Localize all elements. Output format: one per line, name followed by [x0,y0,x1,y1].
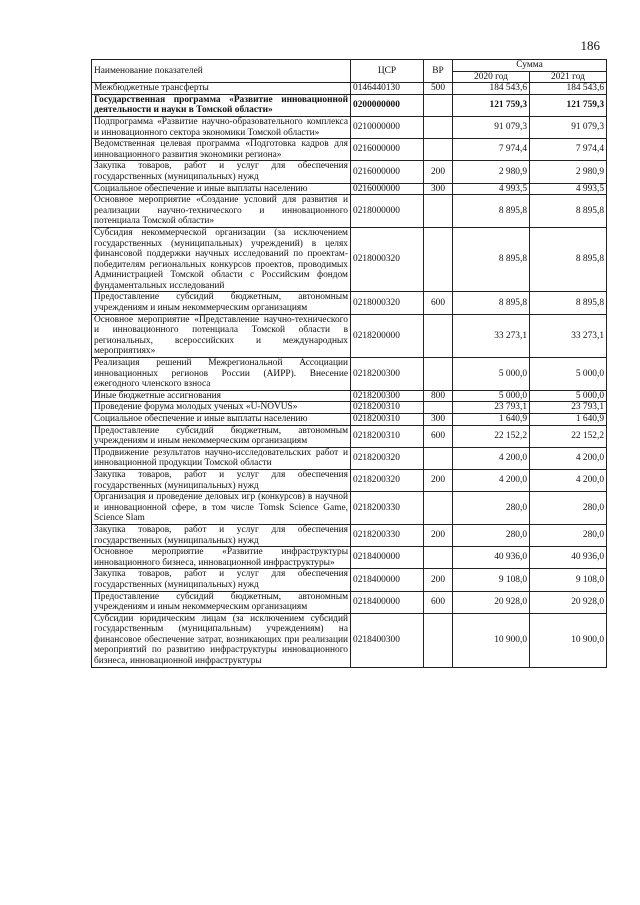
row-2021: 2 980,9 [530,161,607,183]
page-number: 186 [580,38,600,53]
row-vr: 300 [424,414,453,426]
row-csr: 0218200300 [351,390,424,402]
table-row [92,547,607,569]
row-name: Закупка товаров, работ и услуг для обеспечения государственных (муниципальных) нужд [92,469,351,491]
row-name: Основное мероприятие «Представление научно-технического и инновационного потенциала Томской области в региональных, всероссийских и международных мероприятиях» [92,314,351,357]
row-vr [424,195,453,228]
table-row [92,591,607,613]
table-row [92,195,607,228]
row-name: Субсидии юридическим лицам (за исключением субсидий государственным (муниципальным) учреждениям) на финансовое обеспечение затрат, возникающих при реализации мероприятий по развитию инфраструктуры инновационного бизнеса, инновационной инфраструктуры [92,613,351,667]
row-vr [424,402,453,414]
row-vr [424,547,453,569]
row-name: Реализация решений Межрегиональной Ассоциации инновационных регионов России (АИРР). Внесение ежегодного членского взноса [92,358,351,391]
header-year-2021: 2021 год [530,71,607,83]
row-2020: 8 895,8 [453,195,530,228]
row-csr: 0218200000 [351,314,424,357]
row-name: Предоставление субсидий бюджетным, автономным учреждениям и иным некоммерческим организациям [92,425,351,447]
row-2020: 280,0 [453,524,530,546]
row-csr: 0218400000 [351,569,424,591]
row-name: Государственная программа «Развитие инновационной деятельности и науки в Томской области» [92,94,351,116]
row-2020: 40 936,0 [453,547,530,569]
table-row [92,569,607,591]
row-2020: 7 974,4 [453,139,530,161]
row-csr: 0218400300 [351,613,424,667]
row-vr: 200 [424,569,453,591]
row-2020: 91 079,3 [453,116,530,138]
row-name: Иные бюджетные ассигнования [92,390,351,402]
row-2021: 5 000,0 [530,390,607,402]
row-2021: 184 543,6 [530,83,607,95]
row-name: Продвижение результатов научно-исследовательских работ и инновационной продукции Томской области [92,447,351,469]
row-name: Закупка товаров, работ и услуг для обеспечения государственных (муниципальных) нужд [92,524,351,546]
row-csr: 0218000320 [351,292,424,314]
row-vr [424,116,453,138]
row-2020: 33 273,1 [453,314,530,357]
table-row [92,314,607,357]
row-2021: 4 200,0 [530,447,607,469]
budget-table [91,59,607,668]
row-2020: 121 759,3 [453,94,530,116]
row-2020: 23 793,1 [453,402,530,414]
row-vr: 600 [424,425,453,447]
row-vr [424,314,453,357]
row-vr: 800 [424,390,453,402]
row-csr: 0218200310 [351,402,424,414]
row-2020: 8 895,8 [453,292,530,314]
row-name: Социальное обеспечение и иные выплаты населению [92,414,351,426]
row-csr: 0210000000 [351,116,424,138]
row-csr: 0218200330 [351,524,424,546]
row-2021: 1 640,9 [530,414,607,426]
row-vr [424,227,453,292]
row-vr [424,492,453,525]
row-2021: 4 993,5 [530,183,607,195]
row-2020: 10 900,0 [453,613,530,667]
row-vr: 600 [424,591,453,613]
row-2021: 33 273,1 [530,314,607,357]
row-2021: 9 108,0 [530,569,607,591]
row-name: Основное мероприятие «Развитие инфраструктуры инновационного бизнеса, инновационной инфраструктуры» [92,547,351,569]
row-2021: 280,0 [530,492,607,525]
table-row [92,469,607,491]
row-vr [424,447,453,469]
header-csr: ЦСР [351,60,424,83]
table-row [92,116,607,138]
row-name: Закупка товаров, работ и услуг для обеспечения государственных (муниципальных) нужд [92,569,351,591]
row-2020: 5 000,0 [453,390,530,402]
row-vr: 600 [424,292,453,314]
row-csr: 0218200300 [351,358,424,391]
row-2020: 4 200,0 [453,469,530,491]
row-2021: 40 936,0 [530,547,607,569]
row-2021: 8 895,8 [530,292,607,314]
row-csr: 0216000000 [351,161,424,183]
row-2021: 7 974,4 [530,139,607,161]
row-2021: 121 759,3 [530,94,607,116]
table-row [92,613,607,667]
row-2020: 184 543,6 [453,83,530,95]
row-vr [424,613,453,667]
row-vr: 200 [424,524,453,546]
row-2021: 22 152,2 [530,425,607,447]
row-vr: 200 [424,161,453,183]
row-csr: 0218200310 [351,414,424,426]
table-row [92,94,607,116]
row-csr: 0218000000 [351,195,424,228]
row-name: Предоставление субсидий бюджетным, автономным учреждениям и иным некоммерческим организациям [92,591,351,613]
table-row [92,390,607,402]
table-row [92,83,607,95]
row-2020: 22 152,2 [453,425,530,447]
row-csr: 0216000000 [351,139,424,161]
table-row [92,227,607,292]
table-row [92,358,607,391]
row-2020: 4 200,0 [453,447,530,469]
row-2020: 280,0 [453,492,530,525]
row-csr: 0218200310 [351,425,424,447]
row-csr: 0218400000 [351,547,424,569]
row-csr: 0218000320 [351,227,424,292]
row-vr [424,139,453,161]
row-2020: 20 928,0 [453,591,530,613]
table-row [92,139,607,161]
row-2021: 91 079,3 [530,116,607,138]
header-sum: Сумма [453,60,607,72]
row-2020: 8 895,8 [453,227,530,292]
row-csr: 0218400000 [351,591,424,613]
row-2021: 8 895,8 [530,195,607,228]
row-2020: 1 640,9 [453,414,530,426]
row-vr [424,358,453,391]
row-csr: 0218200320 [351,469,424,491]
row-csr: 0200000000 [351,94,424,116]
row-vr: 500 [424,83,453,95]
row-name: Социальное обеспечение и иные выплаты населению [92,183,351,195]
row-name: Организация и проведение деловых игр (конкурсов) в научной и инновационной сфере, в том числе Tomsk Science Game, Science Slam [92,492,351,525]
row-vr: 200 [424,469,453,491]
row-2021: 23 793,1 [530,402,607,414]
header-vr: ВР [424,60,453,83]
table-row [92,425,607,447]
row-name: Субсидия некоммерческой организации (за исключением государственных (муниципальных) учреждений) в целях финансовой поддержки научных исследований по проектам-победителям региональных конкурсов проектов, проводимых Администрацией Томской области с Российским фондом фундаментальных исследований [92,227,351,292]
row-name: Закупка товаров, работ и услуг для обеспечения государственных (муниципальных) нужд [92,161,351,183]
row-2020: 9 108,0 [453,569,530,591]
row-2021: 10 900,0 [530,613,607,667]
row-2020: 5 000,0 [453,358,530,391]
row-name: Ведомственная целевая программа «Подготовка кадров для инновационного развития экономики региона» [92,139,351,161]
table-row [92,492,607,525]
table-body [92,83,607,667]
row-2020: 4 993,5 [453,183,530,195]
row-name: Межбюджетные трансферты [92,83,351,95]
table-row [92,402,607,414]
row-2021: 280,0 [530,524,607,546]
row-name: Проведение форума молодых ученых «U-NOVUS» [92,402,351,414]
row-name: Подпрограмма «Развитие научно-образовательного комплекса и инновационного сектора экономики Томской области» [92,116,351,138]
table-row [92,524,607,546]
row-csr: 0218200320 [351,447,424,469]
header-year-2020: 2020 год [453,71,530,83]
row-name: Основное мероприятие «Создание условий для развития и реализации научно-технического и инновационного потенциала Томской области» [92,195,351,228]
row-vr: 300 [424,183,453,195]
row-csr: 0218200330 [351,492,424,525]
row-2021: 4 200,0 [530,469,607,491]
header-name: Наименование показателей [92,60,351,83]
row-2020: 2 980,9 [453,161,530,183]
row-csr: 0146440130 [351,83,424,95]
table-row [92,183,607,195]
row-2021: 20 928,0 [530,591,607,613]
table-row [92,447,607,469]
row-vr [424,94,453,116]
row-2021: 5 000,0 [530,358,607,391]
table-row [92,414,607,426]
row-csr: 0216000000 [351,183,424,195]
row-2021: 8 895,8 [530,227,607,292]
row-name: Предоставление субсидий бюджетным, автономным учреждениям и иным некоммерческим организациям [92,292,351,314]
table-row [92,292,607,314]
table-row [92,161,607,183]
